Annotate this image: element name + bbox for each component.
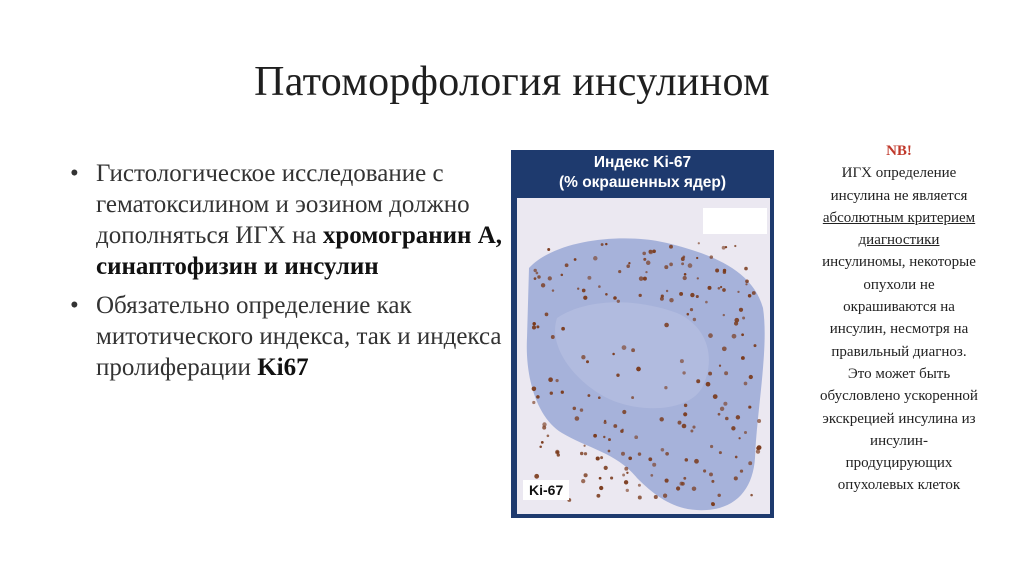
stained-nucleus	[665, 452, 669, 456]
stained-nucleus	[580, 452, 583, 455]
stained-nucleus	[725, 246, 727, 248]
bullet-list	[70, 158, 510, 391]
stained-nucleus	[664, 323, 669, 328]
stained-nucleus	[617, 300, 620, 303]
stained-nucleus	[584, 452, 587, 455]
stained-nucleus	[749, 375, 753, 379]
stained-nucleus	[744, 431, 747, 434]
stained-nucleus	[580, 408, 583, 411]
stained-nucleus	[639, 276, 644, 281]
stained-nucleus	[575, 416, 580, 421]
stained-nucleus	[745, 279, 749, 283]
stained-nucleus	[593, 256, 597, 260]
stained-nucleus	[628, 456, 632, 460]
stained-nucleus	[622, 410, 626, 414]
stained-nucleus	[537, 275, 540, 278]
stained-nucleus	[598, 285, 601, 288]
stained-nucleus	[622, 429, 624, 431]
stained-nucleus	[631, 348, 635, 352]
nb-heading: NB!	[886, 143, 912, 159]
stained-nucleus	[706, 382, 711, 387]
stained-nucleus	[669, 263, 673, 267]
stained-nucleus	[545, 313, 549, 317]
nb-line: инсулиномы, некоторые	[822, 254, 976, 271]
nb-line: опухоли не	[863, 276, 935, 293]
stained-nucleus	[722, 246, 726, 250]
stained-nucleus	[642, 252, 646, 256]
nb-line: Это может быть	[847, 365, 951, 382]
stained-nucleus	[596, 456, 600, 460]
micrograph-image	[517, 198, 770, 514]
nb-line: инсулина не является	[830, 187, 968, 204]
stained-nucleus	[725, 417, 729, 421]
stained-nucleus	[708, 372, 712, 376]
stained-nucleus	[690, 293, 694, 297]
stained-nucleus	[732, 334, 737, 339]
stained-nucleus	[735, 456, 738, 459]
stained-nucleus	[741, 333, 744, 336]
stained-nucleus	[547, 248, 550, 251]
stained-nucleus	[599, 486, 603, 490]
stained-nucleus	[645, 271, 647, 273]
stained-nucleus	[734, 476, 738, 480]
stained-nucleus	[659, 417, 663, 421]
stained-nucleus	[636, 367, 641, 372]
stained-nucleus	[690, 308, 693, 311]
stained-nucleus	[718, 287, 721, 290]
stained-nucleus	[555, 450, 560, 455]
stained-nucleus	[705, 301, 708, 304]
bullet-item-ki67	[70, 290, 510, 383]
stained-nucleus	[583, 445, 585, 447]
stained-nucleus	[709, 472, 713, 476]
stained-nucleus	[624, 467, 628, 471]
stained-nucleus	[601, 243, 604, 246]
nb-line-underlined: абсолютным критерием	[822, 209, 976, 226]
nb-note	[790, 140, 1008, 497]
stained-nucleus	[541, 283, 545, 287]
stained-nucleus	[532, 322, 536, 326]
stained-nucleus	[599, 477, 602, 480]
bullet-item-histology	[70, 158, 510, 282]
stained-nucleus	[684, 273, 687, 276]
stained-nucleus	[541, 441, 544, 444]
stained-nucleus	[696, 257, 698, 259]
stained-nucleus	[605, 293, 608, 296]
micrograph-illustration	[517, 198, 770, 514]
stained-nucleus	[740, 469, 743, 472]
bullet-dot-icon: •	[70, 292, 79, 319]
stained-nucleus	[669, 245, 673, 249]
stained-nucleus	[683, 276, 687, 280]
stained-nucleus	[666, 290, 668, 292]
stained-nucleus	[565, 263, 569, 267]
stained-nucleus	[708, 286, 712, 290]
stained-nucleus	[720, 407, 724, 411]
stained-nucleus	[587, 276, 591, 280]
stained-nucleus	[654, 495, 658, 499]
stained-nucleus	[624, 480, 628, 484]
stained-nucleus	[650, 474, 653, 477]
stained-nucleus	[682, 424, 687, 429]
stained-nucleus	[742, 317, 745, 320]
stained-nucleus	[548, 276, 552, 280]
stained-nucleus	[736, 415, 740, 419]
slide-title: Патоморфология инсулином	[254, 59, 770, 105]
stained-nucleus	[669, 298, 673, 302]
bullet-bold-text: хромогранин А, синаптофизин и инсулин	[96, 222, 502, 280]
stained-nucleus	[682, 371, 685, 374]
stained-nucleus	[604, 420, 606, 422]
stained-nucleus	[717, 494, 720, 497]
stained-nucleus	[583, 296, 587, 300]
stained-nucleus	[539, 446, 542, 449]
stained-nucleus	[536, 395, 540, 399]
stained-nucleus	[683, 477, 686, 480]
stained-nucleus	[626, 472, 628, 474]
stained-nucleus	[661, 448, 665, 452]
stained-nucleus	[532, 387, 537, 392]
stained-nucleus	[638, 484, 641, 487]
stained-nucleus	[722, 288, 726, 292]
figure-header	[511, 150, 774, 198]
stained-nucleus	[711, 502, 715, 506]
stained-nucleus	[696, 379, 700, 383]
stained-nucleus	[648, 457, 652, 461]
stained-nucleus	[711, 480, 714, 483]
bullet-text	[96, 290, 510, 383]
stained-nucleus	[720, 286, 722, 288]
stained-nucleus	[739, 308, 743, 312]
stained-nucleus	[723, 402, 727, 406]
stained-nucleus	[610, 476, 613, 479]
stained-nucleus	[756, 449, 760, 453]
stained-nucleus	[679, 292, 683, 296]
stained-nucleus	[748, 294, 752, 298]
stained-nucleus	[561, 274, 564, 277]
stained-nucleus	[573, 407, 576, 410]
stained-nucleus	[713, 394, 718, 399]
nb-line: инсулин, несмотря на	[829, 321, 969, 338]
stained-nucleus	[688, 263, 693, 268]
stained-nucleus	[665, 479, 669, 483]
stained-nucleus	[694, 459, 699, 464]
nb-line-underlined: диагностики	[858, 232, 940, 249]
stained-nucleus	[757, 419, 761, 423]
stained-nucleus	[692, 426, 695, 429]
stained-nucleus	[734, 321, 738, 325]
stained-nucleus	[731, 426, 735, 430]
stained-nucleus	[532, 401, 535, 404]
stained-nucleus	[551, 335, 555, 339]
stained-nucleus	[605, 243, 607, 245]
stained-nucleus	[708, 333, 713, 338]
stained-nucleus	[550, 392, 553, 395]
bullet-plain-text: Гистологическое исследование с гематоксилином и эозином должно дополняться ИГХ на	[96, 160, 470, 249]
stained-nucleus	[536, 272, 539, 275]
stained-nucleus	[616, 373, 619, 376]
stained-nucleus	[748, 461, 752, 465]
stained-nucleus	[634, 435, 638, 439]
figure-header-line1: Индекс Ki-67	[593, 154, 692, 171]
stained-nucleus	[639, 294, 642, 297]
stained-nucleus	[661, 295, 664, 298]
stained-nucleus	[603, 436, 605, 438]
stained-nucleus	[533, 269, 536, 272]
nb-line: ИГХ определение	[841, 165, 957, 182]
nb-line: окрашиваются на	[843, 299, 955, 316]
stained-nucleus	[696, 295, 699, 298]
stained-nucleus	[581, 355, 585, 359]
ki67-corner-label: Ki-67	[523, 480, 569, 500]
stained-nucleus	[745, 283, 747, 285]
nb-line: инсулин-	[870, 432, 928, 449]
bullet-text	[96, 158, 510, 282]
stained-nucleus	[744, 267, 748, 271]
stained-nucleus	[555, 379, 558, 382]
stained-nucleus	[613, 296, 617, 300]
stained-nucleus	[750, 494, 753, 497]
redaction-box	[703, 208, 767, 234]
stained-nucleus	[586, 360, 589, 363]
stained-nucleus	[622, 345, 627, 350]
stained-nucleus	[738, 437, 740, 439]
stained-nucleus	[737, 291, 739, 293]
stained-nucleus	[723, 269, 726, 272]
stained-nucleus	[577, 288, 579, 290]
stained-nucleus	[715, 269, 719, 273]
stained-nucleus	[608, 450, 611, 453]
nb-line: опухолевых клеток	[837, 477, 961, 494]
stained-nucleus	[584, 473, 588, 477]
stained-nucleus	[754, 344, 757, 347]
stained-nucleus	[681, 262, 684, 265]
stained-nucleus	[534, 277, 537, 280]
bullet-plain-text: Обязательно определение как митотического индекса, так и индекса пролиферации	[96, 292, 502, 381]
stained-nucleus	[664, 386, 667, 389]
stained-nucleus	[697, 277, 699, 279]
stained-nucleus	[757, 445, 762, 450]
stained-nucleus	[596, 494, 600, 498]
stained-nucleus	[626, 264, 630, 268]
stained-nucleus	[643, 258, 646, 261]
stained-nucleus	[574, 258, 577, 261]
nb-line: продуцирующих	[845, 455, 953, 472]
nb-line: экскрецией инсулина из	[822, 410, 976, 427]
stained-nucleus	[684, 404, 687, 407]
stained-nucleus	[710, 255, 714, 259]
stained-nucleus	[690, 430, 693, 433]
stained-nucleus	[682, 256, 685, 259]
stained-nucleus	[643, 277, 647, 281]
stained-nucleus	[598, 396, 601, 399]
stained-nucleus	[692, 486, 697, 491]
stained-nucleus	[719, 365, 721, 367]
stained-nucleus	[723, 314, 725, 316]
bullet-dot-icon: •	[70, 160, 79, 187]
stained-nucleus	[532, 325, 536, 329]
figure-header-line2: (% окрашенных ядер)	[558, 174, 727, 191]
stained-nucleus	[613, 424, 617, 428]
stained-nucleus	[628, 262, 630, 264]
stained-nucleus	[744, 382, 748, 386]
stained-nucleus	[621, 452, 625, 456]
stained-nucleus	[600, 456, 603, 459]
stained-nucleus	[719, 451, 722, 454]
stained-nucleus	[608, 438, 611, 441]
stained-nucleus	[638, 496, 642, 500]
stained-nucleus	[710, 445, 713, 448]
stained-nucleus	[612, 353, 615, 356]
stained-nucleus	[593, 434, 597, 438]
stained-nucleus	[626, 489, 629, 492]
stained-nucleus	[681, 482, 685, 486]
stained-nucleus	[664, 265, 668, 269]
stained-nucleus	[685, 458, 689, 462]
nb-line: правильный диагноз.	[831, 343, 967, 360]
stained-nucleus	[561, 327, 565, 331]
stained-nucleus	[561, 391, 564, 394]
stained-nucleus	[547, 434, 550, 437]
stained-nucleus	[638, 452, 641, 455]
nb-line: обусловлено ускоренной	[820, 388, 978, 405]
stained-nucleus	[678, 421, 682, 425]
stained-nucleus	[548, 377, 553, 382]
stained-nucleus	[718, 413, 721, 416]
stained-nucleus	[649, 250, 653, 254]
stained-nucleus	[687, 313, 690, 316]
stained-nucleus	[534, 474, 539, 479]
stained-nucleus	[618, 270, 621, 273]
stained-nucleus	[622, 474, 625, 477]
stained-nucleus	[587, 394, 590, 397]
stained-nucleus	[680, 359, 684, 363]
stained-nucleus	[652, 463, 656, 467]
bullet-bold-text: Ki67	[257, 354, 309, 381]
stained-nucleus	[734, 245, 736, 247]
stained-nucleus	[703, 469, 706, 472]
stained-nucleus	[582, 289, 586, 293]
stained-nucleus	[749, 406, 751, 408]
stained-nucleus	[676, 486, 680, 490]
stained-nucleus	[604, 466, 608, 470]
stained-nucleus	[698, 242, 700, 244]
stained-nucleus	[724, 371, 728, 375]
ki67-micrograph-figure	[511, 150, 774, 518]
stained-nucleus	[752, 291, 756, 295]
stained-nucleus	[552, 289, 554, 291]
stained-nucleus	[631, 396, 634, 399]
stained-nucleus	[646, 261, 651, 266]
stained-nucleus	[741, 356, 745, 360]
stained-nucleus	[542, 422, 546, 426]
stained-nucleus	[663, 494, 667, 498]
stained-nucleus	[581, 479, 585, 483]
stained-nucleus	[693, 318, 696, 321]
stained-nucleus	[536, 325, 539, 328]
stained-nucleus	[683, 412, 687, 416]
stained-nucleus	[722, 346, 727, 351]
